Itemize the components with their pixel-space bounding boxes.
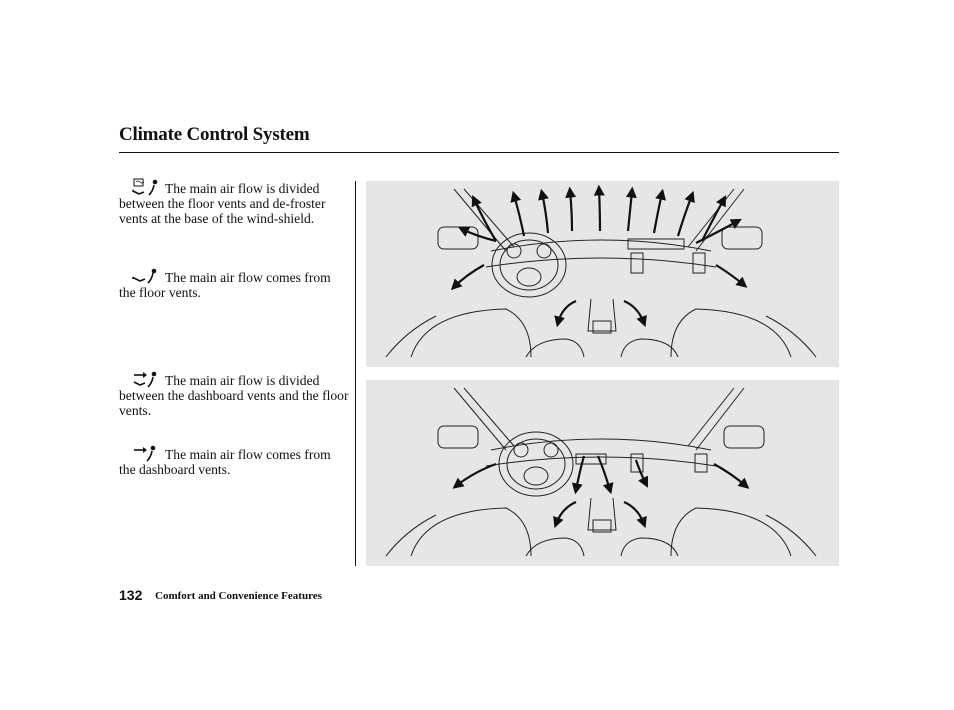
- floor-defrost-airflow-illustration: [366, 181, 839, 367]
- mode-vent-description: The main air flow comes from the dashboard vents.: [119, 447, 331, 477]
- floor-mode-icon: [119, 270, 165, 285]
- bi-level-mode-icon: [119, 373, 165, 388]
- bi-level-airflow-illustration: [366, 380, 839, 566]
- mode-floor-description: The main air flow comes from the floor vents.: [119, 270, 331, 300]
- title-rule: [119, 152, 839, 153]
- section-title: Comfort and Convenience Features: [155, 590, 322, 602]
- page-number: 132: [119, 587, 143, 603]
- page-title: Climate Control System: [119, 124, 310, 145]
- column-divider: [355, 181, 356, 566]
- vent-mode-icon: [119, 447, 165, 462]
- mode-floor-defrost-description: The main air flow is divided between the floor vents and de-froster vents at the base of the wind-shield.: [119, 181, 326, 226]
- floor-defrost-mode-icon: [119, 181, 165, 196]
- mode-bi-level-description: The main air flow is divided between the dashboard vents and the floor vents.: [119, 373, 349, 418]
